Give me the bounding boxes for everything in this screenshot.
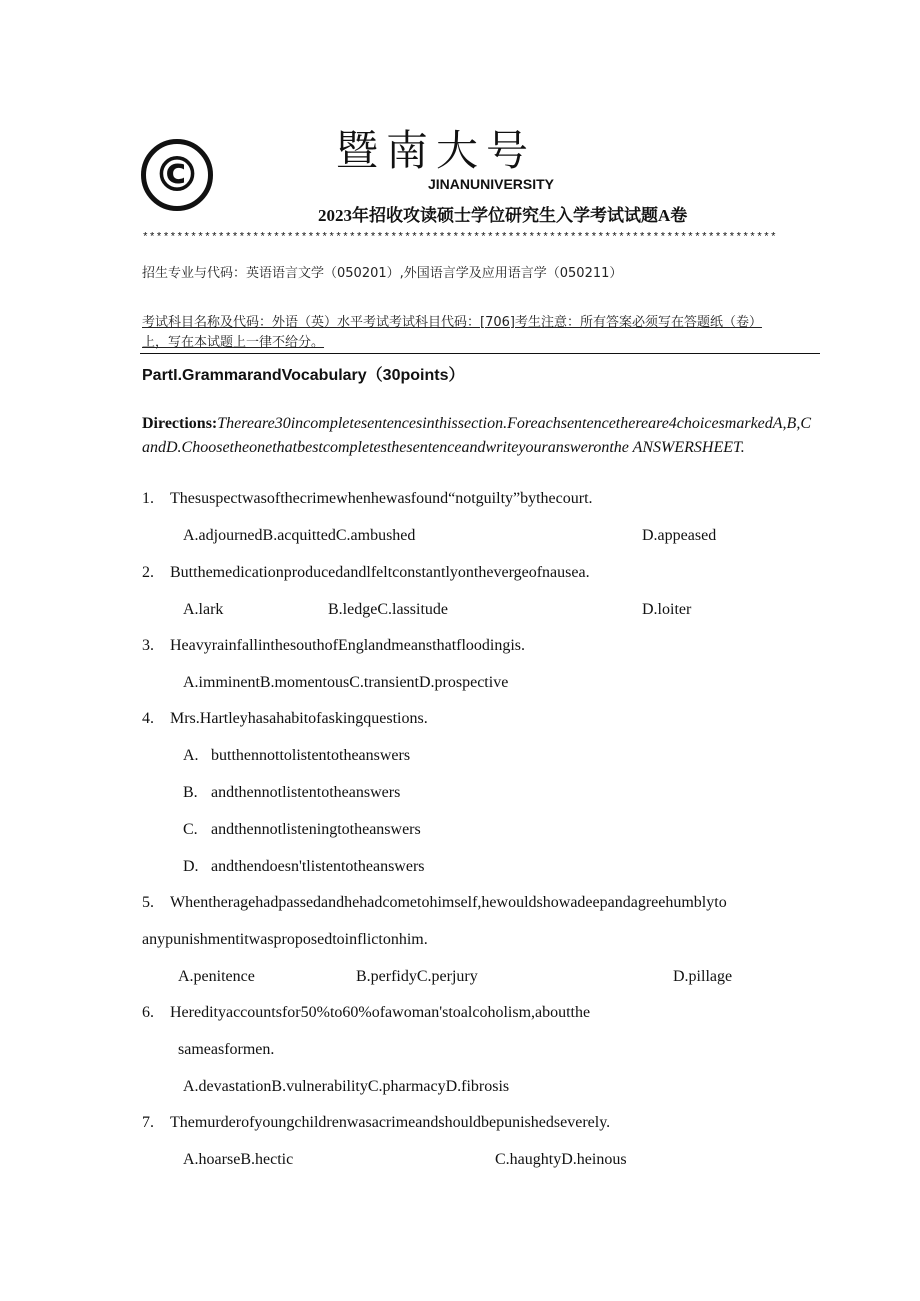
question-5-continued: anypunishmentitwasproposedtoinflictonhim. (142, 931, 428, 948)
university-name: 暨南大号 (336, 126, 537, 175)
part-title: PartI.GrammarandVocabulary（30points） (142, 367, 465, 384)
option-letter: B. (183, 784, 198, 801)
question-7-options-ab: A.hoarseB.hectic (183, 1151, 294, 1168)
question-text: Whentheragehadpassedandhehadcometohimself,hewouldshowadeepandagreehumblyto (170, 894, 727, 911)
question-5 (142, 894, 727, 912)
option-letter: D. (183, 858, 199, 875)
directions (142, 412, 818, 459)
question-5-options-bc: B.perfidyC.perjury (356, 968, 478, 985)
question-text: Themurderofyoungchildrenwasacrimeandshouldbepunishedseverely. (170, 1114, 611, 1131)
option-text: andthennotlistentotheanswers (211, 784, 401, 801)
question-text: Heredityaccountsfor50%to60%ofawoman'stoalcoholism,aboutthe (170, 1004, 591, 1021)
question-3 (142, 637, 525, 655)
star-divider: ******************************************************************************************** (142, 232, 777, 244)
question-5-option-d: D.pillage (673, 968, 733, 985)
question-3-options: A.imminentB.momentousC.transientD.prospective (183, 674, 509, 691)
option-text: andthendoesn'tlistentotheanswers (211, 858, 425, 875)
question-number: 5. (142, 894, 154, 911)
option-letter: C. (183, 821, 198, 838)
header-rule (140, 353, 820, 354)
major-line: 招生专业与代码：英语语言文学（050201）,外国语言学及应用语言学（050211） (142, 266, 623, 281)
question-number: 4. (142, 710, 154, 727)
question-1 (142, 490, 593, 508)
question-4 (142, 710, 428, 728)
question-1-options-d: D.appeased (642, 527, 717, 544)
question-text: Thesuspectwasofthecrimewhenhewasfound“notguilty”bythecourt. (170, 490, 593, 507)
question-text: Butthemedicationproducedandlfeltconstantlyonthevergeofnausea. (170, 564, 590, 581)
logo-copyright-glyph: © (153, 147, 201, 203)
question-4-option-b (183, 784, 400, 802)
university-logo (141, 139, 213, 211)
directions-text: Thereare30incompletesentencesinthissection.Foreachsentencethereare4choicesmarkedA,B,CandD.Choosetheonethatbestcompletesthesentenceandwriteyouransweronthe ANSWERSHEET. (142, 415, 811, 456)
exam-notice (142, 313, 818, 353)
directions-label: Directions: (142, 415, 218, 432)
question-number: 2. (142, 564, 154, 581)
question-4-option-d (183, 858, 425, 876)
option-letter: A. (183, 747, 199, 764)
question-2-options-bc: B.ledgeC.lassitude (328, 601, 448, 618)
question-5-option-a: A.penitence (178, 968, 255, 985)
question-2-option-a: A.lark (183, 601, 224, 618)
question-1-options-a: A.adjournedB.acquittedC.ambushed (183, 527, 416, 544)
question-number: 7. (142, 1114, 154, 1131)
question-text: Mrs.Hartleyhasahabitofaskingquestions. (170, 710, 428, 727)
question-6-continued: sameasformen. (178, 1041, 275, 1058)
question-6 (142, 1004, 590, 1022)
question-7-options-cd: C.haughtyD.heinous (495, 1151, 627, 1168)
option-text: butthennottolistentotheanswers (211, 747, 411, 764)
question-number: 3. (142, 637, 154, 654)
question-number: 6. (142, 1004, 154, 1021)
option-text: andthennotlisteningtotheanswers (211, 821, 421, 838)
question-2-option-d: D.loiter (642, 601, 692, 618)
question-4-option-a (183, 747, 410, 765)
question-7 (142, 1114, 610, 1132)
exam-title: 2023年招收攻读硕士学位研究生入学考试试题A卷 (318, 206, 688, 225)
notice-line-2: 上，写在本试题上一律不给分。 (142, 335, 325, 350)
university-name-english: JINANUNIVERSITY (428, 176, 555, 192)
question-4-option-c (183, 821, 421, 839)
question-2 (142, 564, 590, 582)
question-text: HeavyrainfallinthesouthofEnglandmeansthatfloodingis. (170, 637, 526, 654)
notice-line-1: 考试科目名称及代码：外语（英）水平考试考试科目代码：[706]考生注意：所有答案必须写在答题纸（卷） (142, 315, 762, 330)
question-6-options: A.devastationB.vulnerabilityC.pharmacyD.fibrosis (183, 1078, 510, 1095)
question-number: 1. (142, 490, 154, 507)
